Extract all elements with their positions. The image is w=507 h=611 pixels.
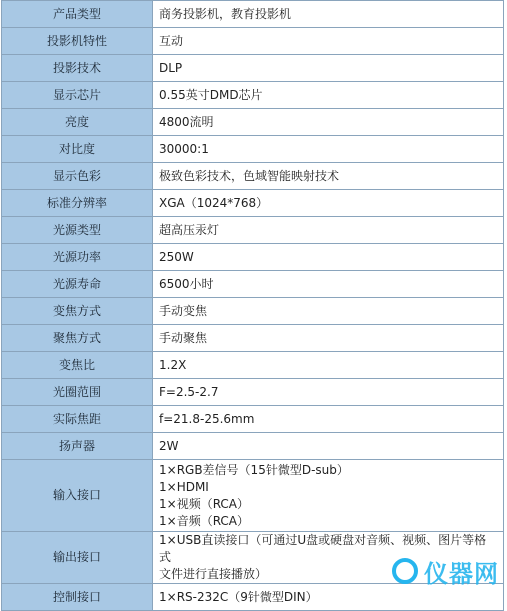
output-line-1: 1×USB直读接口（可通过U盘或硬盘对音频、视频、图片等格式 [159,533,487,564]
spec-row-input [2,460,504,532]
spec-value: 6500小时 [153,271,504,298]
spec-row [2,136,504,163]
input-line-3: 1×视频（RCA） [159,496,250,511]
spec-value: 极致色彩技术，色域智能映射技术 [153,163,504,190]
spec-row [2,163,504,190]
spec-label: 聚焦方式 [2,325,153,352]
spec-row [2,433,504,460]
spec-value: 商务投影机，教育投影机 [153,1,504,28]
spec-label: 实际焦距 [2,406,153,433]
spec-row [2,406,504,433]
spec-value: 互动 [153,28,504,55]
spec-value: 250W [153,244,504,271]
spec-row-output [2,532,504,584]
watermark-text: 仪器网 [424,559,499,588]
spec-row [2,379,504,406]
spec-row [2,1,504,28]
spec-label: 亮度 [2,109,153,136]
spec-row [2,109,504,136]
spec-row [2,82,504,109]
spec-value-input [153,460,504,532]
spec-value-output [153,532,504,584]
spec-table [1,0,504,611]
spec-row [2,190,504,217]
spec-label-input: 输入接口 [2,460,153,532]
input-line-1: 1×RGB差信号（15针微型D-sub） [159,462,349,477]
spec-label: 标准分辨率 [2,190,153,217]
spec-value: 超高压汞灯 [153,217,504,244]
spec-label: 光源寿命 [2,271,153,298]
spec-label: 光源类型 [2,217,153,244]
spec-row-control [2,584,504,611]
spec-value: 4800流明 [153,109,504,136]
spec-row [2,271,504,298]
spec-label: 产品类型 [2,1,153,28]
spec-label: 扬声器 [2,433,153,460]
spec-row [2,244,504,271]
spec-row [2,352,504,379]
spec-row [2,298,504,325]
spec-row [2,28,504,55]
spec-label-control: 控制接口 [2,584,153,611]
spec-table-body [2,1,504,611]
spec-label: 光圈范围 [2,379,153,406]
spec-row [2,325,504,352]
spec-value: 手动聚焦 [153,325,504,352]
spec-value: XGA（1024*768） [153,190,504,217]
spec-label: 光源功率 [2,244,153,271]
spec-value: 0.55英寸DMD芯片 [153,82,504,109]
spec-value: F=2.5-2.7 [153,379,504,406]
spec-value: 1.2X [153,352,504,379]
spec-row [2,55,504,82]
spec-label: 显示色彩 [2,163,153,190]
spec-label: 投影技术 [2,55,153,82]
spec-value: 手动变焦 [153,298,504,325]
spec-value-control: 1×RS-232C（9针微型DIN） [153,584,504,611]
spec-value: DLP [153,55,504,82]
output-line-2: 文件进行直接播放） [159,567,268,581]
spec-label-output: 输出接口 [2,532,153,584]
spec-label: 变焦方式 [2,298,153,325]
spec-value: f=21.8-25.6mm [153,406,504,433]
spec-value: 30000:1 [153,136,504,163]
spec-label: 显示芯片 [2,82,153,109]
spec-label: 对比度 [2,136,153,163]
input-line-4: 1×音频（RCA） [159,513,250,528]
spec-value: 2W [153,433,504,460]
input-line-2: 1×HDMI [159,479,209,494]
spec-label: 变焦比 [2,352,153,379]
spec-row [2,217,504,244]
spec-label: 投影机特性 [2,28,153,55]
